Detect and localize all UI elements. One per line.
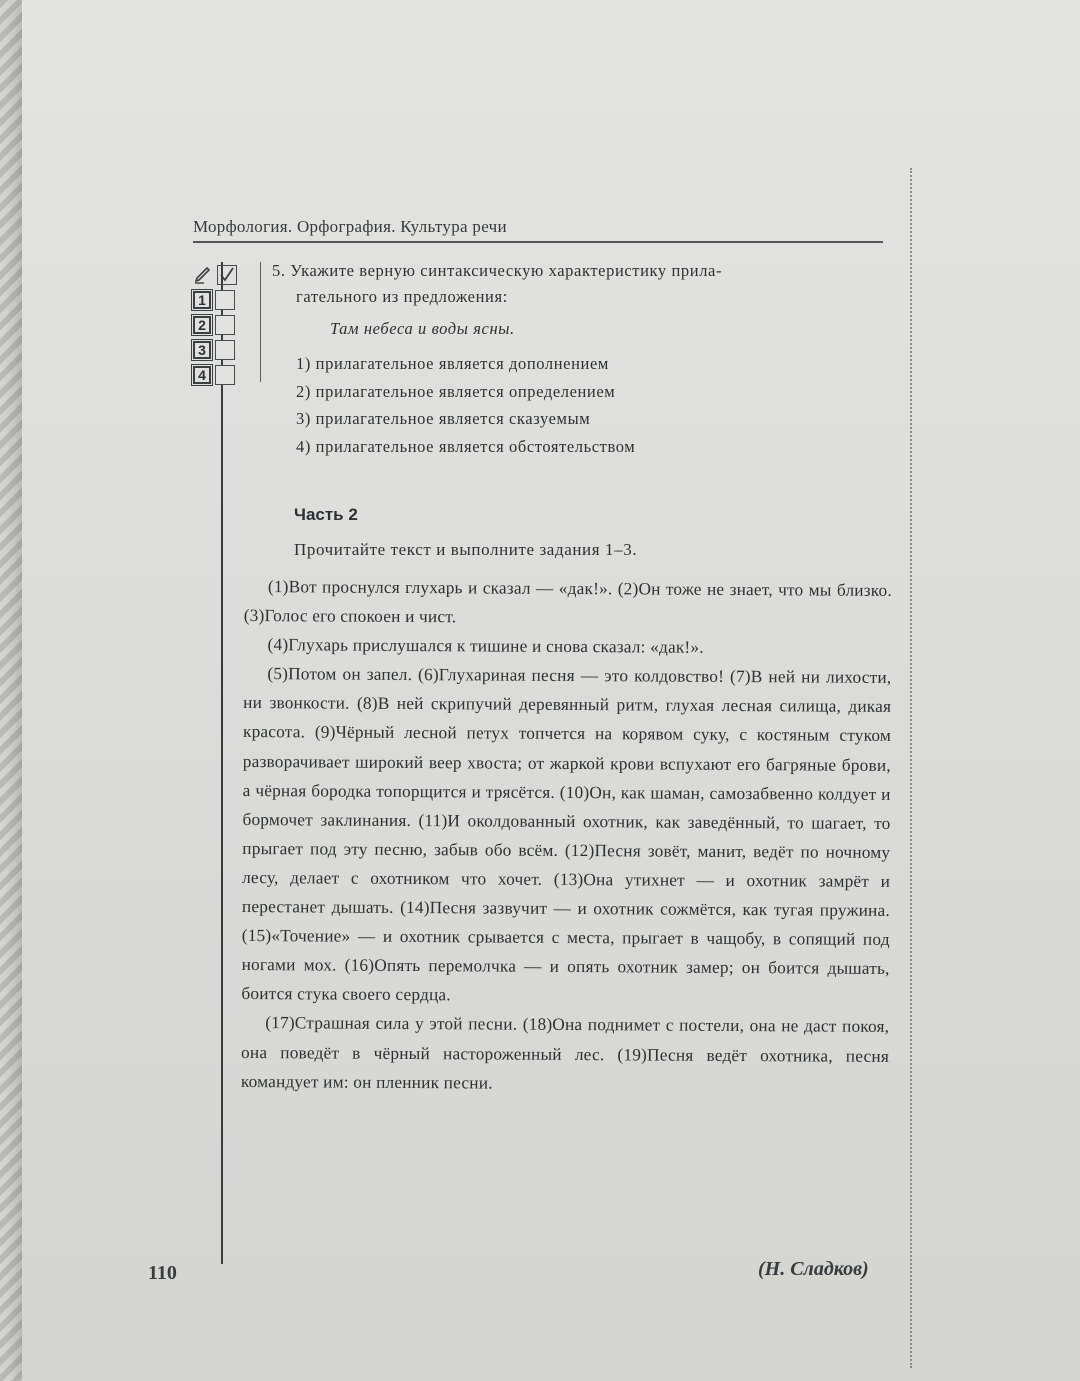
answer-checkbox[interactable]	[215, 365, 235, 385]
answer-divider	[260, 262, 261, 382]
answer-option-row	[193, 339, 245, 361]
answer-header-row	[193, 264, 245, 286]
answer-option-row	[193, 364, 245, 386]
part-2-instruction: Прочитайте текст и выполните задания 1–3.	[294, 540, 638, 559]
task-question: 5. Укажите верную синтаксическую характеристику прила-	[272, 261, 723, 280]
answer-option-row	[193, 314, 245, 336]
answer-option: 1) прилагательное является дополнением	[296, 354, 609, 373]
margin-rule	[221, 262, 223, 1264]
answer-checkbox[interactable]	[215, 340, 235, 360]
answer-option-row	[193, 289, 245, 311]
text-paragraph: (5)Потом он запел. (6)Глухариная песня — это колдовство! (7)В ней ни лихости, ни звонкости. (8)В ней скрипучий деревянный ритм, глухая лесная силища, дикая красота. (9)Чёрный лесной петух топчется на корявом суку, с костяным стуком разворачивает широкий веер хвоста; от жаркой крови вспухают его багряные брови, а чёрная бородка топорщится и трясётся. (10)Он, как шаман, самозабвенно колдует и бормочет заклинания. (11)И околдованный охотник, как заведённый, то шагает, то прыгает под эту песню, забыв обо всём. (12)Песня зовёт, манит, ведёт по ночному лесу, делает с охотником что хочет. (13)Она утихнет — и охотник замрёт и перестанет дышать. (14)Песня зазвучит — и охотник сожмётся, как тугая пружина. (15)«Точение» — и охотник срывается с места, прыгает в чащобу, в сопящий под ногами мох. (16)Опять перемолчка — и опять охотник замер; он боится дышать, боится стука своего сердца.	[241, 664, 892, 1005]
task-question-continued: гательного из предложения:	[296, 287, 508, 306]
cut-line	[910, 168, 912, 1368]
task-5	[272, 258, 880, 460]
answer-number: 2	[193, 316, 211, 334]
reading-text	[241, 572, 892, 1100]
text-paragraph: (4)Глухарь прислушался к тишине и снова сказал: «дак!».	[267, 635, 704, 657]
example-sentence: Там небеса и воды ясны.	[330, 319, 515, 338]
text-paragraph: (1)Вот проснулся глухарь и сказал — «дак!». (2)Он тоже не знает, что мы близко. (3)Голос его спокоен и чист.	[243, 577, 892, 627]
answer-number: 4	[193, 366, 211, 384]
author-attribution: (Н. Сладков)	[758, 1258, 869, 1280]
answer-checkbox[interactable]	[215, 315, 235, 335]
answer-grid	[193, 264, 245, 389]
answer-option: 4) прилагательное является обстоятельством	[296, 436, 636, 456]
part-2-heading: Часть 2	[294, 505, 358, 524]
checkmark-icon	[217, 265, 237, 285]
text-paragraph: (17)Страшная сила у этой песни. (18)Она поднимет с постели, она не даст покоя, она поведёт в чёрный настороженный лес. (19)Песня ведёт охотника, песня командует им: он пленник песни.	[240, 1013, 890, 1093]
answer-checkbox[interactable]	[215, 290, 235, 310]
answer-number: 3	[193, 341, 211, 359]
page-number: 110	[148, 1262, 177, 1284]
answer-option: 3) прилагательное является сказуемым	[296, 409, 591, 428]
pen-icon	[193, 265, 213, 285]
running-head: Морфология. Орфография. Культура речи	[193, 217, 883, 243]
answer-number: 1	[193, 291, 211, 309]
answer-option: 2) прилагательное является определением	[296, 381, 616, 401]
